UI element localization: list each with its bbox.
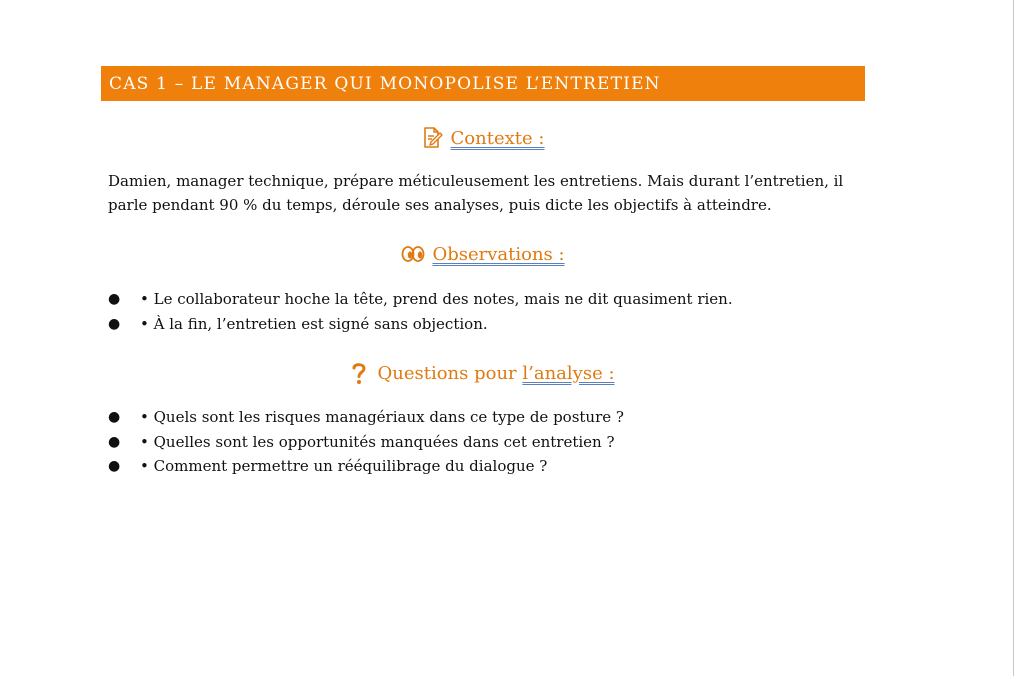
bullet-dot-icon: ● <box>108 291 121 307</box>
edit-document-icon <box>422 126 444 150</box>
eyes-icon <box>401 244 425 264</box>
question-text: • Quelles sont les opportunités manquées dans cet entretien ? <box>140 432 615 451</box>
questions-list <box>108 405 624 479</box>
list-item <box>108 312 733 337</box>
observations-list <box>108 287 733 336</box>
contexte-heading <box>101 124 865 152</box>
observations-heading <box>101 240 865 268</box>
observation-text: • À la fin, l’entretien est signé sans objection. <box>140 314 488 333</box>
questions-heading-underlined: l’analyse : <box>522 362 615 384</box>
observation-text: • Le collaborateur hoche la tête, prend des notes, mais ne dit quasiment rien. <box>140 290 733 308</box>
observations-heading-text: Observations : <box>432 243 565 265</box>
list-item <box>108 454 624 479</box>
list-item <box>108 430 624 455</box>
bullet-dot-icon: ● <box>108 433 121 450</box>
case-title-bar <box>101 66 865 101</box>
bullet-dot-icon: ● <box>108 409 121 425</box>
contexte-paragraph: Damien, manager technique, prépare méticuleusement les entretiens. Mais durant l’entretien, il parle pendant 90 % du temps, déroule ses analyses, puis dicte les objectifs à atteindre. <box>108 172 844 214</box>
question-text: • Comment permettre un rééquilibrage du dialogue ? <box>140 457 548 475</box>
bullet-dot-icon: ● <box>108 315 121 332</box>
questions-heading-plain: Questions pour <box>377 362 523 384</box>
question-mark-icon <box>351 361 367 385</box>
bullet-dot-icon: ● <box>108 458 121 474</box>
question-text: • Quels sont les risques managériaux dans ce type de posture ? <box>140 408 624 426</box>
questions-heading <box>101 359 865 387</box>
list-item <box>108 405 624 430</box>
case-title: CAS 1 – LE MANAGER QUI MONOPOLISE L’ENTRETIEN <box>109 73 661 94</box>
contexte-heading-text: Contexte : <box>450 127 545 149</box>
list-item <box>108 287 733 312</box>
